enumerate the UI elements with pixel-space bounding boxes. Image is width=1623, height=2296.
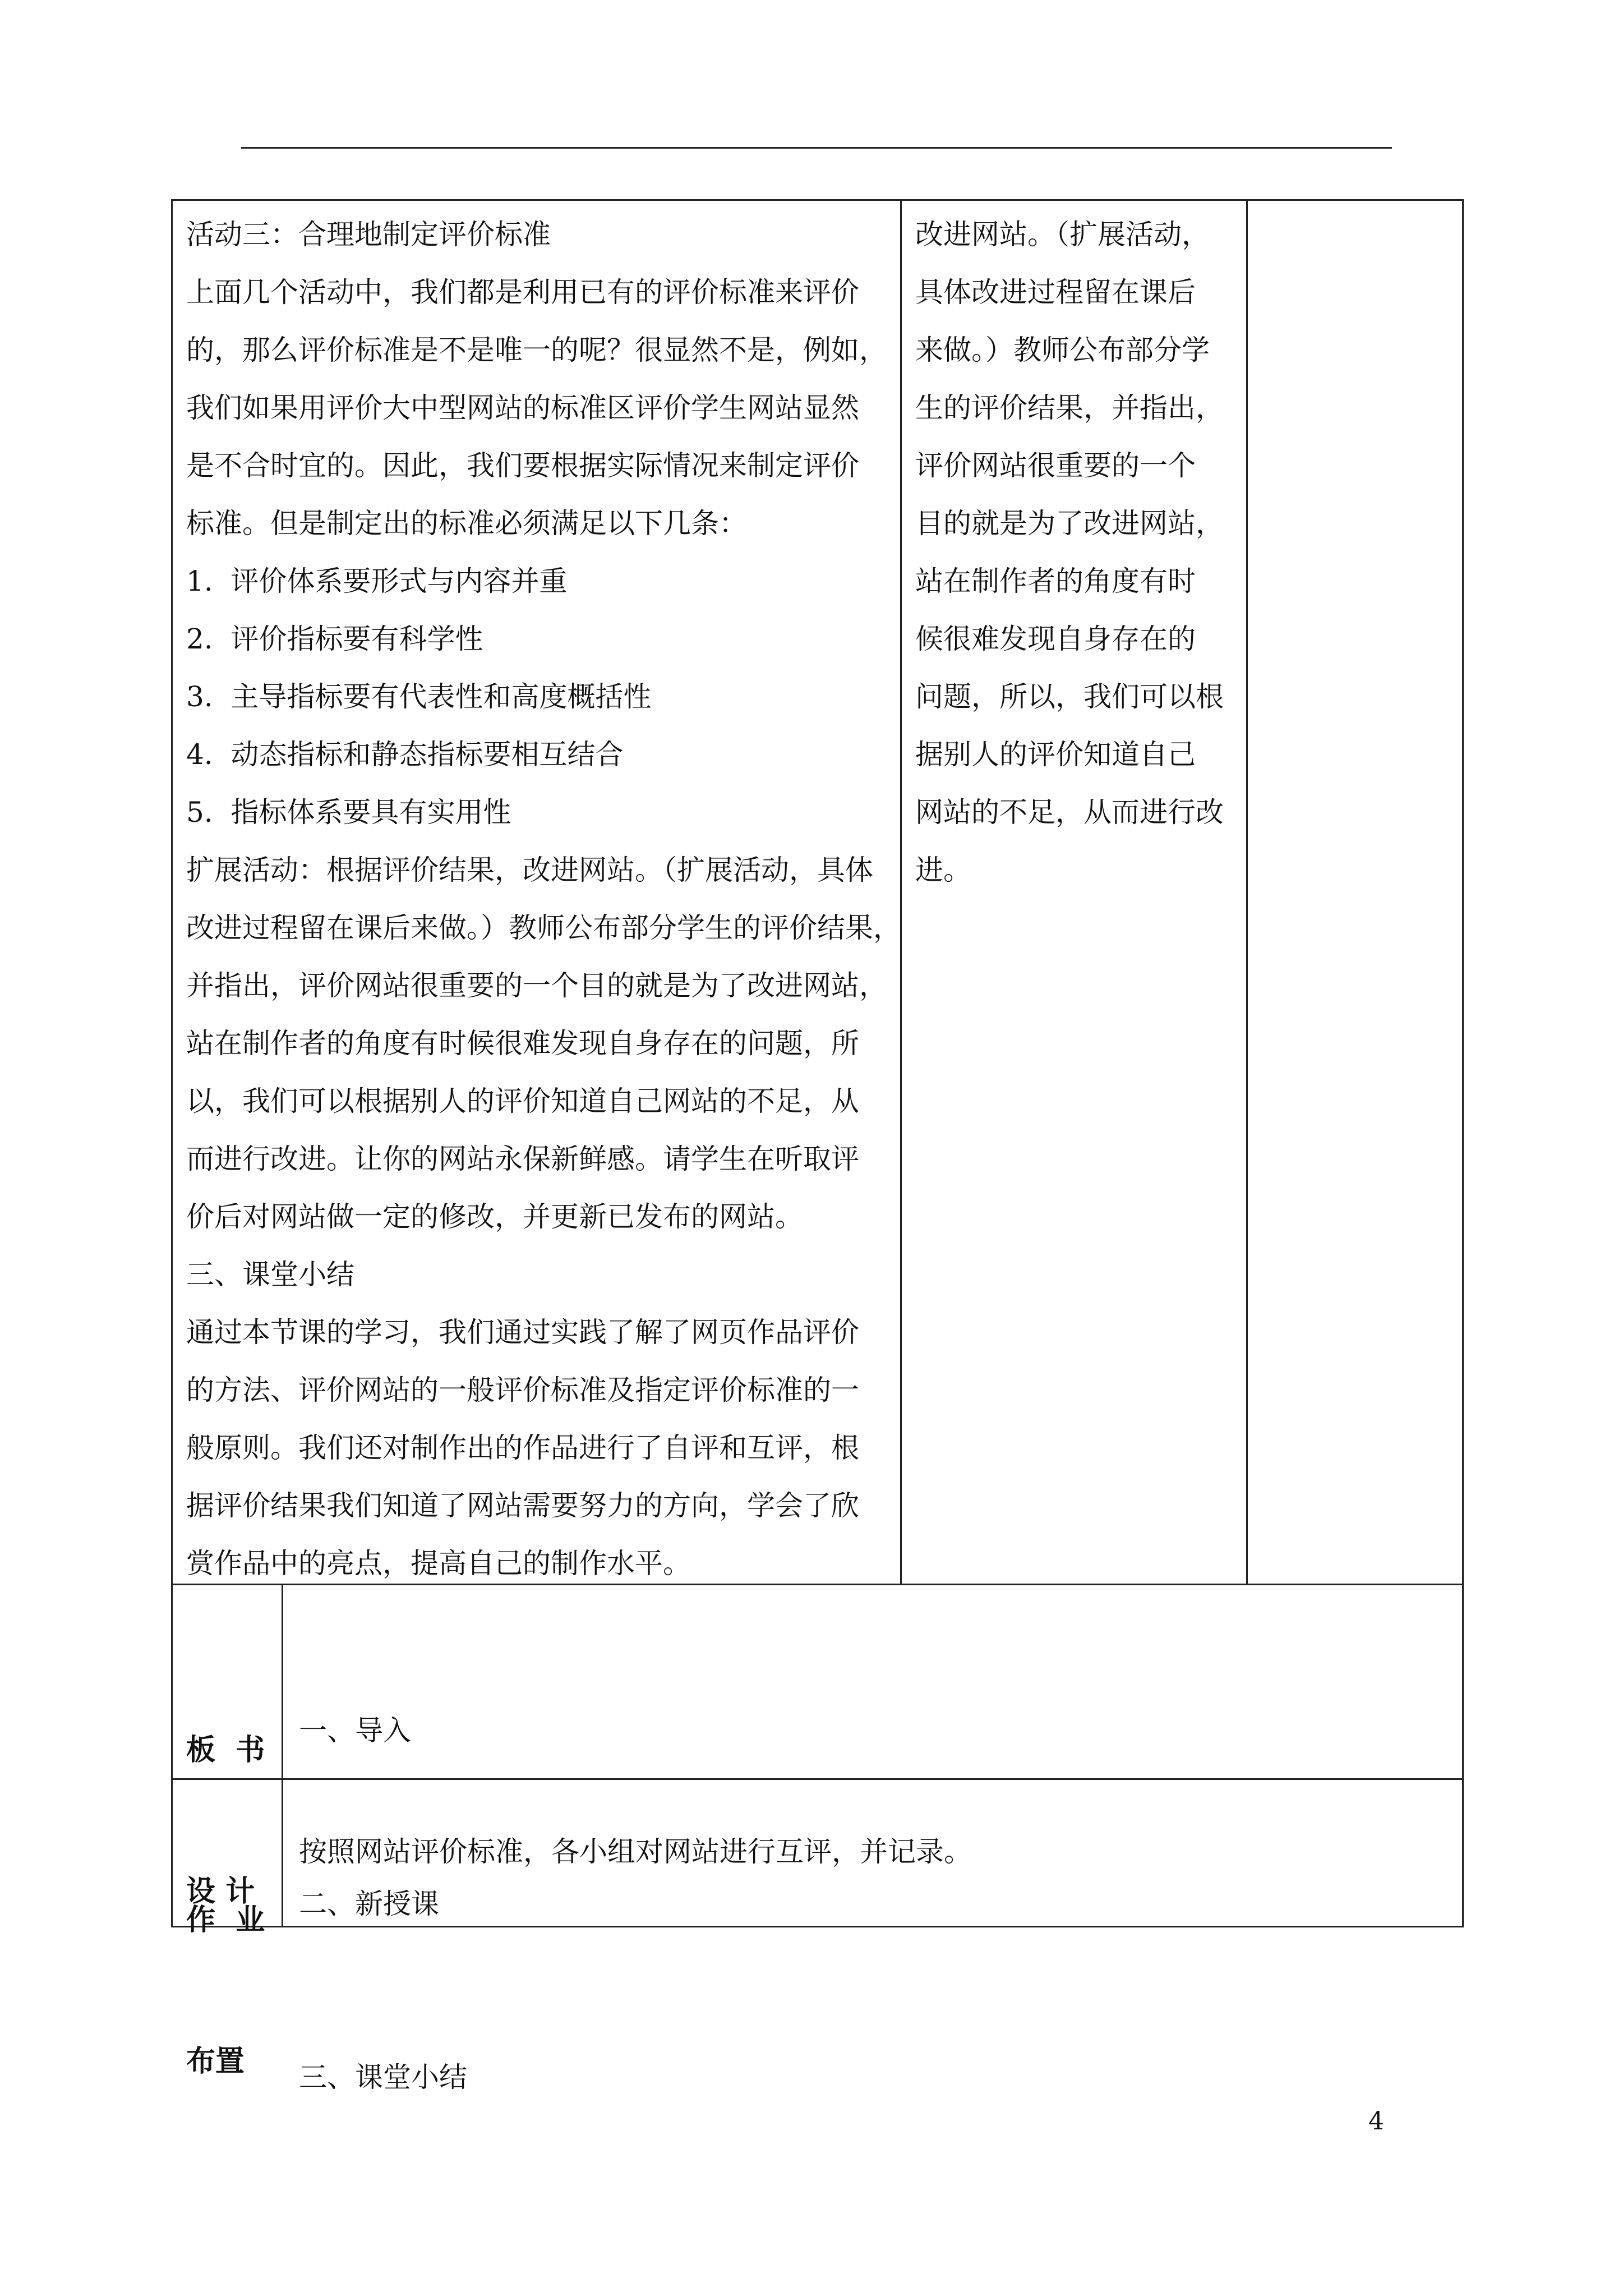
activity-text-line: 的，那么评价标准是不是唯一的呢？很显然不是，例如， — [186, 334, 887, 366]
board-design-label-line: 设 计 — [186, 1874, 255, 1908]
activity-text-line: 般原则。我们还对制作出的作品进行了自评和互评，根 — [186, 1432, 859, 1464]
board-design-label-line: 板 书 — [186, 1733, 265, 1767]
activity-text-line: 5. 指标体系要具有实用性 — [186, 796, 511, 829]
teacher-activity-line: 来做。）教师公布部分学 — [915, 334, 1210, 366]
homework-text: 按照网站评价标准，各小组对网站进行互评，并记录。 — [299, 1835, 972, 1868]
activity-text-line: 而进行改进。让你的网站永保新鲜感。请学生在听取评 — [186, 1143, 859, 1175]
homework-label-line: 作 业 — [186, 1903, 265, 1937]
table-column-divider — [282, 1584, 283, 1927]
homework-label-line: 布置 — [186, 2044, 245, 2078]
teacher-activity-line: 站在制作者的角度有时 — [915, 565, 1196, 597]
teacher-activity-line: 改进网站。（扩展活动， — [915, 218, 1210, 251]
homework-label — [186, 1802, 265, 2132]
activity-text-line: 是不合时宜的。因此，我们要根据实际情况来制定评价 — [186, 449, 859, 482]
page-number: 4 — [1368, 2107, 1384, 2136]
teacher-activity-cell — [915, 206, 1241, 899]
activity-content-cell — [186, 206, 901, 1593]
activity-text-line: 据评价结果我们知道了网站需要努力的方向，学会了欣 — [186, 1489, 859, 1522]
activity-text-line: 通过本节课的学习，我们通过实践了解了网页作品评价 — [186, 1316, 859, 1349]
teacher-activity-line: 候很难发现自身存在的 — [915, 623, 1196, 655]
table-column-divider — [900, 199, 902, 1584]
board-design-item: 一、导入 — [299, 1714, 411, 1747]
table-column-divider — [1246, 199, 1248, 1584]
activity-text-line: 价后对网站做一定的修改，并更新已发布的网站。 — [186, 1200, 803, 1233]
teacher-activity-line: 生的评价结果，并指出， — [915, 392, 1224, 424]
teacher-activity-line: 评价网站很重要的一个 — [915, 449, 1196, 482]
teacher-activity-line: 据别人的评价知道自己 — [915, 738, 1196, 771]
activity-text-line: 站在制作者的角度有时候很难发现自身存在的问题，所 — [186, 1027, 859, 1060]
teacher-activity-line: 网站的不足，从而进行改 — [915, 796, 1224, 829]
teacher-activity-line: 目的就是为了改进网站， — [915, 507, 1224, 540]
board-design-item: 二、新授课 — [299, 1888, 439, 1920]
activity-text-line: 1. 评价体系要形式与内容并重 — [186, 565, 568, 597]
activity-text-line: 活动三：合理地制定评价标准 — [186, 218, 551, 251]
activity-text-line: 2. 评价指标要有科学性 — [186, 623, 483, 655]
activity-text-line: 4. 动态指标和静态指标要相互结合 — [186, 738, 624, 771]
activity-text-line: 以，我们可以根据别人的评价知道自己网站的不足，从 — [186, 1085, 859, 1117]
activity-text-line: 的方法、评价网站的一般评价标准及指定评价标准的一 — [186, 1374, 859, 1406]
teacher-activity-line: 具体改进过程留在课后 — [915, 276, 1196, 309]
teacher-activity-line: 进。 — [915, 854, 971, 886]
header-rule — [241, 147, 1392, 149]
activity-text-line: 改进过程留在课后来做。）教师公布部分学生的评价结果， — [186, 912, 901, 944]
activity-text-line: 上面几个活动中，我们都是利用已有的评价标准来评价 — [186, 276, 859, 309]
activity-text-line: 并指出，评价网站很重要的一个目的就是为了改进网站， — [186, 969, 887, 1002]
activity-text-line: 我们如果用评价大中型网站的标准区评价学生网站显然 — [186, 392, 859, 424]
activity-text-line: 标准。但是制定出的标准必须满足以下几条： — [186, 507, 747, 540]
activity-text-line: 3. 主导指标要有代表性和高度概括性 — [186, 680, 652, 713]
activity-text-line: 三、课堂小结 — [186, 1258, 354, 1291]
board-design-item: 三、课堂小结 — [299, 2061, 467, 2093]
activity-text-line: 扩展活动：根据评价结果，改进网站。（扩展活动，具体 — [186, 854, 873, 886]
activity-text-line: 赏作品中的亮点，提高自己的制作水平。 — [186, 1547, 691, 1580]
teacher-activity-line: 问题，所以，我们可以根 — [915, 680, 1224, 713]
